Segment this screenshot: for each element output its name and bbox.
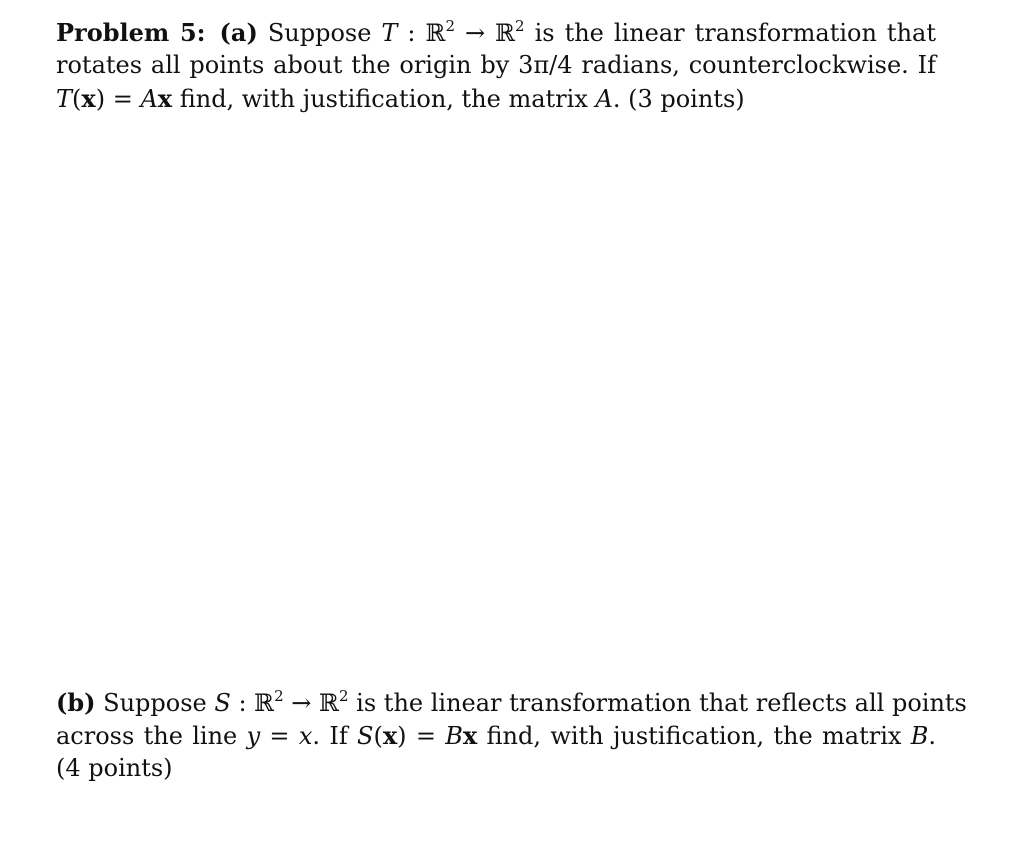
math-vector-x: x — [81, 84, 96, 113]
problem-5-part-a — [56, 16, 936, 115]
math-exponent: 2 — [515, 17, 525, 35]
math-arrow: → — [283, 689, 320, 717]
math-B: B — [445, 722, 463, 750]
part-a-points: . (3 points) — [612, 85, 745, 113]
math-T: T — [56, 85, 73, 113]
math-B: B — [910, 722, 929, 750]
part-b-line-1 — [56, 686, 967, 719]
part-b-label: (b) — [56, 688, 96, 717]
math-R-codomain: ℝ — [495, 19, 516, 47]
math-exponent: 2 — [339, 687, 349, 705]
math-exponent: 2 — [445, 17, 455, 35]
problem-heading: Problem 5: — [56, 18, 206, 47]
part-a-line-3 — [56, 82, 936, 115]
part-b-points: (4 points) — [56, 754, 173, 782]
math-colon: : — [230, 689, 255, 717]
part-a-line-1 — [56, 16, 936, 49]
part-a-label: (a) — [219, 18, 258, 47]
part-b-text: is the linear transformation that reflects all points — [348, 689, 967, 717]
problem-5-part-b — [56, 686, 967, 785]
math-A: A — [140, 85, 158, 113]
part-a-text: find, with justification, the matrix — [172, 85, 596, 113]
part-a-line-2: rotates all points about the origin by 3π/4 radians, counterclockwise. If — [56, 51, 936, 79]
part-b-text: Suppose — [103, 689, 207, 717]
part-b-text: find, with justification, the matrix — [477, 722, 911, 750]
math-equals: = — [260, 722, 299, 750]
math-vector-x: x — [157, 84, 173, 113]
part-a-text: Suppose — [267, 19, 372, 47]
math-arrow: → — [455, 19, 496, 47]
math-x: x — [298, 722, 313, 750]
part-b-text: across the line — [56, 722, 247, 750]
math-A: A — [595, 85, 613, 113]
math-y: y — [246, 722, 261, 750]
part-b-line-2 — [56, 719, 936, 752]
math-paren: ( — [373, 722, 383, 750]
math-paren: ( — [72, 85, 82, 113]
math-equals: ) = — [397, 722, 446, 750]
math-vector-x: x — [462, 721, 478, 750]
part-a-text: is the linear transformation that — [524, 19, 936, 47]
math-exponent: 2 — [274, 687, 284, 705]
math-R-domain: ℝ — [425, 19, 446, 47]
math-S: S — [357, 722, 374, 750]
math-R-codomain: ℝ — [319, 689, 339, 717]
answer-space-a[interactable] — [56, 120, 936, 675]
math-T: T — [381, 19, 398, 47]
math-colon: : — [397, 19, 426, 47]
math-vector-x: x — [382, 721, 398, 750]
math-R-domain: ℝ — [254, 689, 275, 717]
math-equals: ) = — [95, 85, 141, 113]
part-b-text: . — [928, 722, 937, 750]
part-b-text: . If — [312, 722, 358, 750]
math-S: S — [214, 689, 231, 717]
